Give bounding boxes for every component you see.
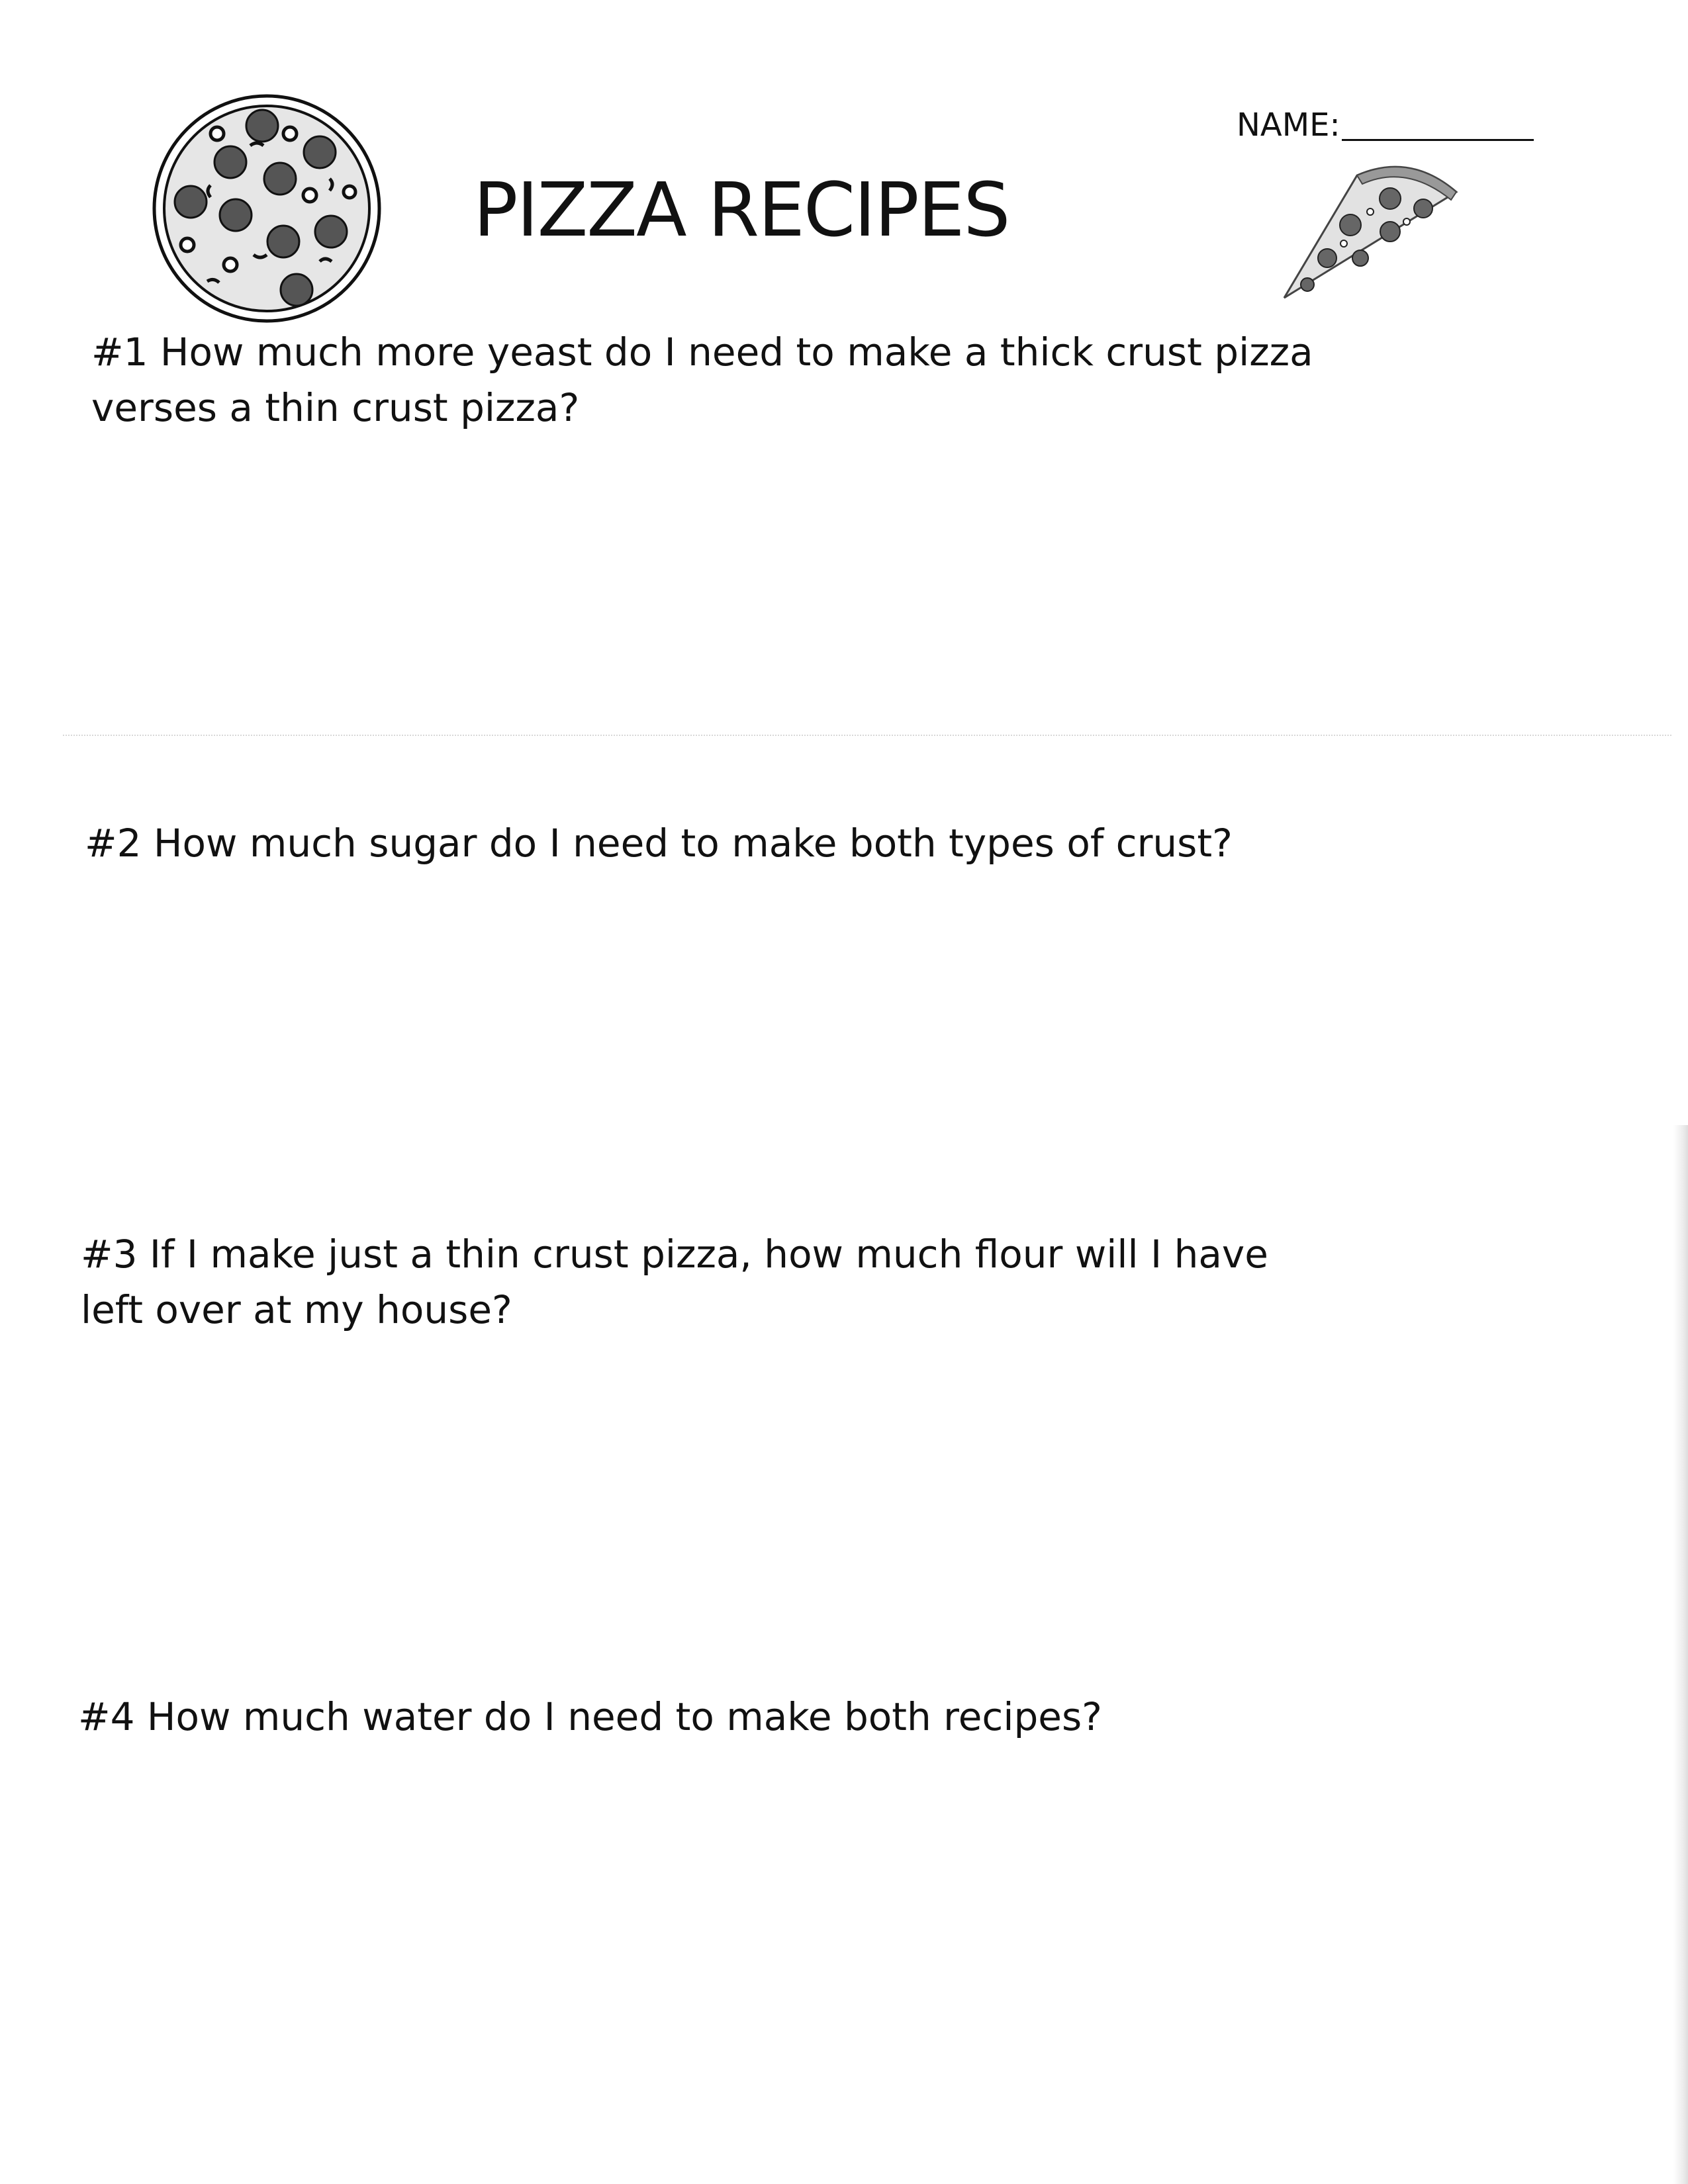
question-1 xyxy=(91,324,1313,435)
question-2 xyxy=(85,815,1233,871)
question-3-line-1: #3 If I make just a thin crust pizza, how much flour will I have xyxy=(81,1232,1268,1277)
fold-line-divider xyxy=(63,735,1671,736)
question-1-line-1: #1 How much more yeast do I need to make a thick crust pizza xyxy=(91,330,1313,375)
question-1-line-2: verses a thin crust pizza? xyxy=(91,385,580,430)
question-3-line-2: left over at my house? xyxy=(81,1287,512,1332)
scan-edge-shadow xyxy=(1673,1125,1688,2184)
question-3 xyxy=(81,1226,1268,1338)
question-4 xyxy=(78,1689,1102,1745)
pizza-slice-icon xyxy=(1278,159,1470,304)
name-label: NAME: xyxy=(1237,107,1340,144)
pizza-icon xyxy=(151,93,383,324)
question-4-line-1: #4 How much water do I need to make both recipes? xyxy=(78,1694,1102,1739)
page-title: PIZZA RECIPES xyxy=(473,167,1009,253)
name-field[interactable] xyxy=(1237,107,1534,144)
name-blank-line[interactable] xyxy=(1342,113,1534,141)
question-2-line-1: #2 How much sugar do I need to make both types of crust? xyxy=(85,821,1233,866)
